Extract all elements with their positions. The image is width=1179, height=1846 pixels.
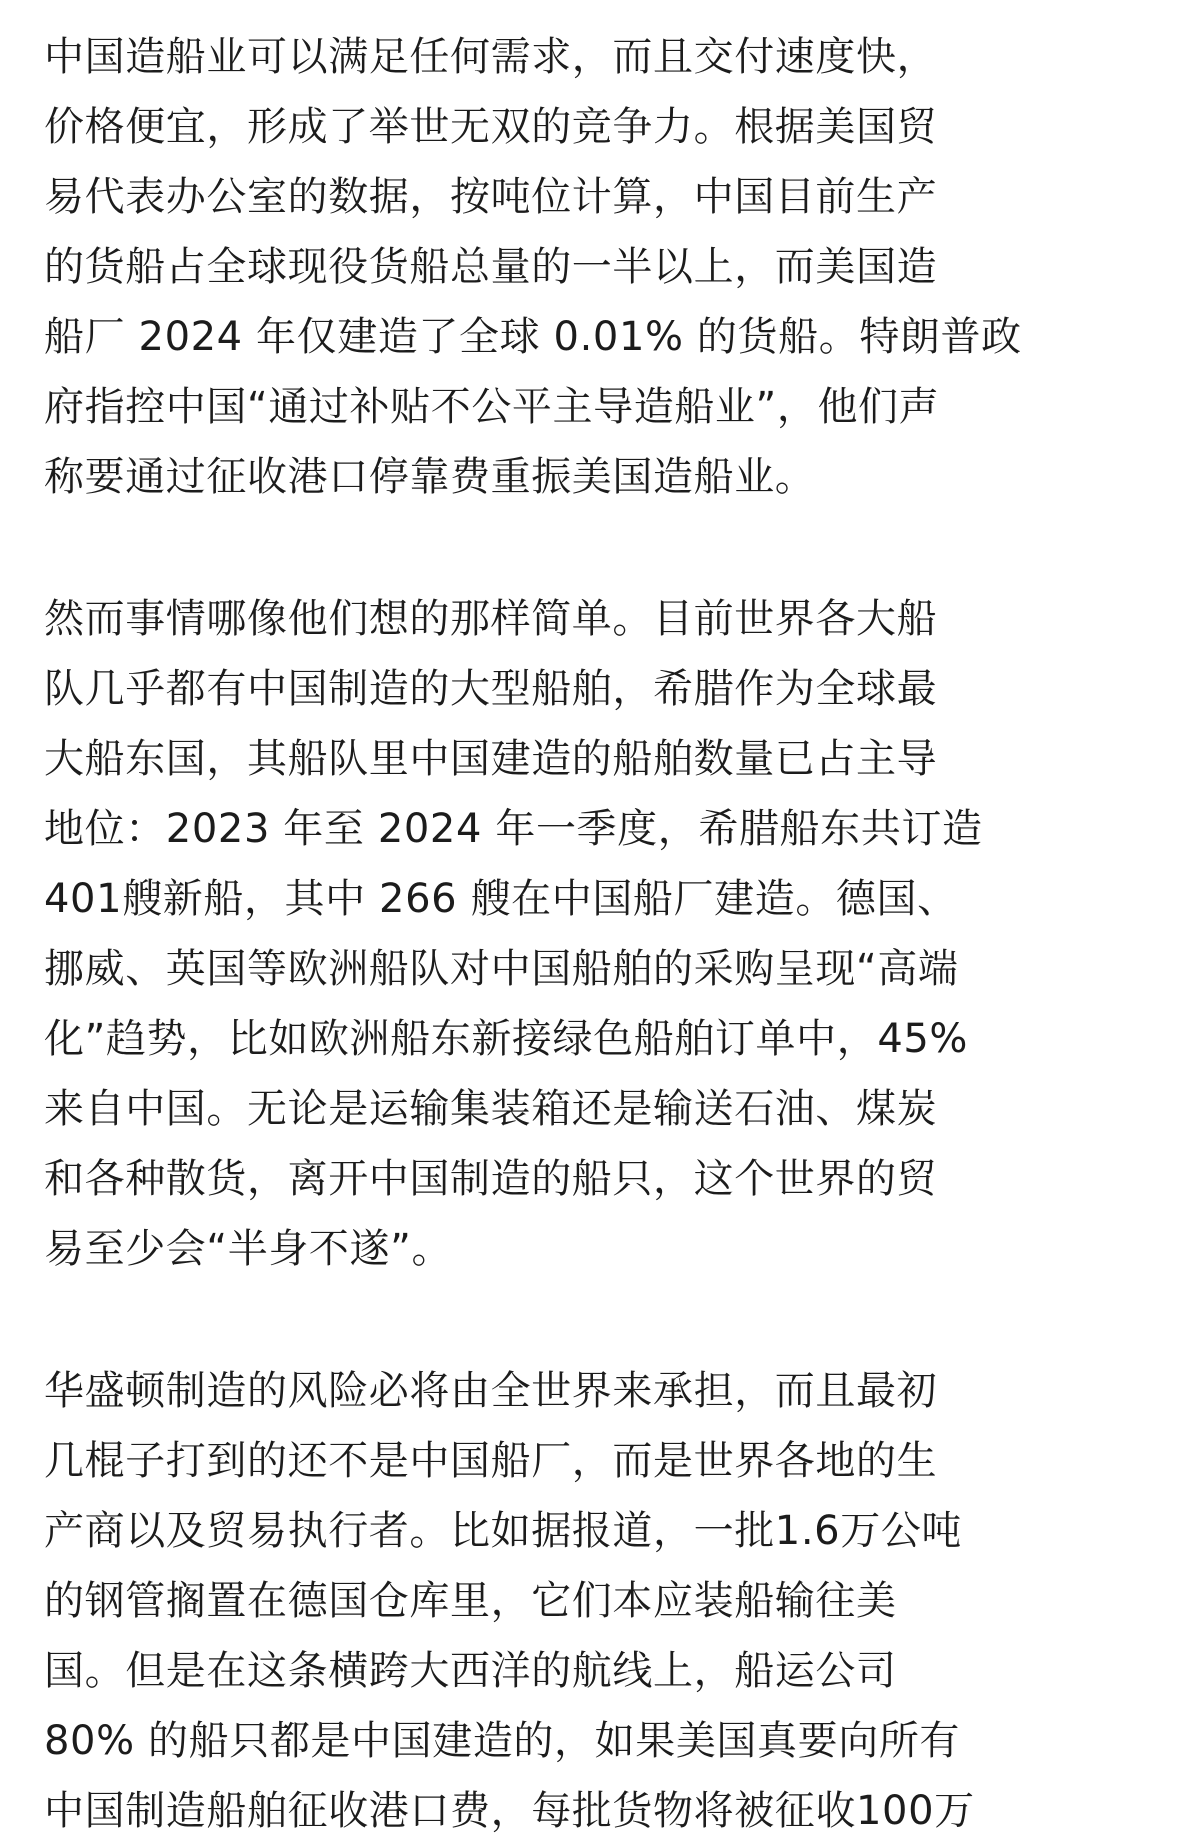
text-line: 易至少会“半身不遂”。: [44, 1226, 453, 1272]
paragraph-3: [44, 1356, 1154, 1846]
text-line: 大船东国，其船队里中国建造的船舶数量已占主导: [44, 736, 938, 782]
text-line: 和各种散货，离开中国制造的船只，这个世界的贸: [44, 1156, 938, 1202]
text-line: 中国造船业可以满足任何需求，而且交付速度快，: [44, 34, 938, 80]
text-line: 国。但是在这条横跨大西洋的航线上，船运公司: [44, 1648, 897, 1694]
paragraph-2: [44, 584, 1154, 1284]
text-line: 府指控中国“通过补贴不公平主导造船业”，他们声: [44, 384, 940, 430]
paragraph-gap: [44, 1284, 1154, 1356]
text-line: 的钢管搁置在德国仓库里，它们本应装船输往美: [44, 1578, 897, 1624]
text-line: 的货船占全球现役货船总量的一半以上，而美国造: [44, 244, 938, 290]
text-line: 地位：2023 年至 2024 年一季度，希腊船东共订造: [44, 806, 983, 852]
text-line: 称要通过征收港口停靠费重振美国造船业。: [44, 454, 816, 500]
text-line: 401艘新船，其中 266 艘在中国船厂建造。德国、: [44, 876, 958, 922]
text-line: 易代表办公室的数据，按吨位计算，中国目前生产: [44, 174, 938, 220]
text-line: 挪威、英国等欧洲船队对中国船舶的采购呈现“高端: [44, 946, 959, 992]
text-line: 中国制造船舶征收港口费，每批货物将被征收100万: [44, 1788, 975, 1834]
text-line: 华盛顿制造的风险必将由全世界来承担，而且最初: [44, 1368, 938, 1414]
text-line: 几棍子打到的还不是中国船厂，而是世界各地的生: [44, 1438, 938, 1484]
text-line: 化”趋势，比如欧洲船东新接绿色船舶订单中，45%: [44, 1016, 969, 1062]
paragraph-gap: [44, 512, 1154, 584]
paragraph-1: [44, 22, 1154, 512]
text-line: 价格便宜，形成了举世无双的竞争力。根据美国贸: [44, 104, 938, 150]
text-line: 船厂 2024 年仅建造了全球 0.01% 的货船。特朗普政: [44, 314, 1022, 360]
text-line: 然而事情哪像他们想的那样简单。目前世界各大船: [44, 596, 938, 642]
text-line: 来自中国。无论是运输集装箱还是输送石油、煤炭: [44, 1086, 938, 1132]
text-line: 队几乎都有中国制造的大型船舶，希腊作为全球最: [44, 666, 938, 712]
article-body: [44, 22, 1154, 1846]
text-line: 产商以及贸易执行者。比如据报道，一批1.6万公吨: [44, 1508, 963, 1554]
text-line: 80% 的船只都是中国建造的，如果美国真要向所有: [44, 1718, 961, 1764]
